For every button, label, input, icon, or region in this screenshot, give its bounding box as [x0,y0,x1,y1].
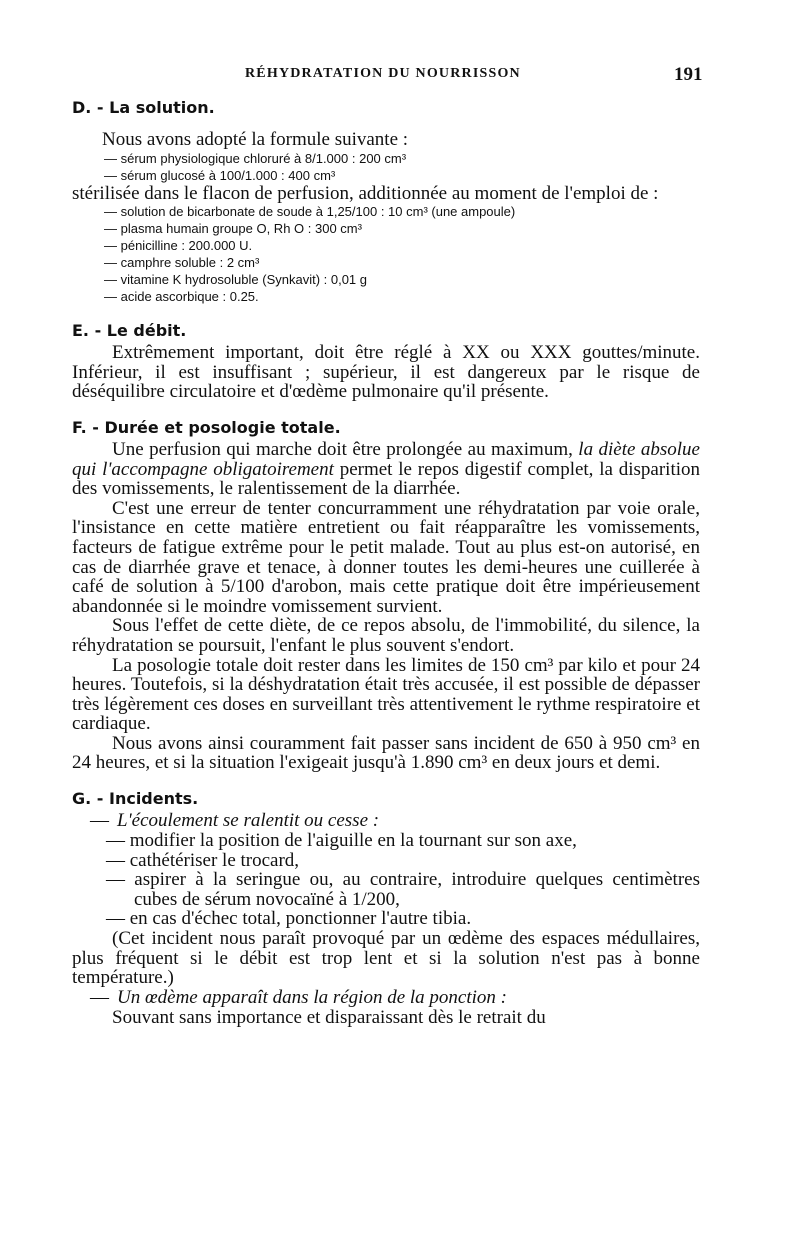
section-d-intro: Nous avons adopté la formule suivante : [102,129,409,150]
incident-action: — aspirer à la seringue ou, au contraire, introduire quelques centimètres cubes de sérum novocaïné à 1/200, [106,869,700,910]
section-g-heading: G. - Incidents. [72,789,199,809]
addition-item: — camphre soluble : 2 cm³ [104,255,260,271]
formula-item: — sérum physiologique chloruré à 8/1.000 : 200 cm³ [104,150,407,166]
addition-item: — vitamine K hydrosoluble (Synkavit) : 0,01 g [104,272,368,288]
formula-item: — sérum glucosé à 100/1.000 : 400 cm³ [104,167,336,183]
section-e-text: Extrêmement important, doit être réglé à XX ou XXX gouttes/minute. Inférieur, il est insuffisant ; supérieur, il est dangereux par le risque de déséquilibre circulatoire et d'œdème pulmonaire qu'il présente. [72,342,700,403]
section-f-paragraph-3: Sous l'effet de cette diète, de ce repos absolu, de l'immobilité, du silence, la réhydratation se poursuit, l'enfant le plus souvent s'endort. [72,615,700,656]
section-f-heading: F. - Durée et posologie totale. [72,417,341,437]
addition-item: — acide ascorbique : 0.25. [104,289,259,305]
incident-action: — cathétériser le trocard, [106,849,300,871]
running-header [0,64,800,88]
section-d-after: stérilisée dans le flacon de perfusion, additionnée au moment de l'emploi de : [72,182,659,204]
addition-item: — plasma humain groupe O, Rh O : 300 cm³ [104,221,362,237]
addition-item: — pénicilline : 200.000 U. [104,238,253,254]
section-f-paragraph-4: La posologie totale doit rester dans les limites de 150 cm³ par kilo et pour 24 heures. Toutefois, si la déshydratation était très accusée, il est possible de dépasser très légèrement ces doses en surveillant très attentivement le rythme respiratoire et cardiaque. [72,654,700,735]
section-e-heading: E. - Le débit. [72,321,187,341]
section-f-paragraph-2: C'est une erreur de tenter concurramment une réhydratation par voie orale, l'insistance en cette matière entretient ou fait réapparaître les vomissements, facteurs de fatigue extrême pour le petit malade. Tout au plus est-on autorisé, en cas de diarrhée grave et tenace, à donner toutes les demi-heures une cuillerée à café de solution à 5/100 d'arobon, mais cette pratique doit être impérieusement abandonnée si le moindre vomissement survient. [72,497,700,617]
p1-start: Une perfusion qui marche doit être prolongée au maximum, [112,438,579,460]
incident-action: — en cas d'échec total, ponctionner l'autre tibia. [106,908,472,930]
section-f-paragraph-5: Nous avons ainsi couramment fait passer sans incident de 650 à 950 cm³ en 24 heures, et si la situation l'exigeait jusqu'à 1.890 cm³ en deux jours et demi. [72,732,700,774]
page-number: 191 [674,64,703,85]
section-f-paragraph-1 [72,440,700,499]
incident-subheading-1: — L'écoulement se ralentit ou cesse : [90,810,380,832]
addition-item: — solution de bicarbonate de soude à 1,25/100 : 10 cm³ (une ampoule) [104,204,516,220]
incident-subheading-2: — Un œdème apparaît dans la région de la ponction : [90,986,507,1008]
page-content [72,96,700,1027]
section-d-heading: D. - La solution. [72,98,215,117]
running-title: RÉHYDRATATION DU NOURRISSON [245,66,521,81]
incident-note: (Cet incident nous paraît provoqué par un œdème des espaces médullaires, plus fréquent si le débit est trop lent et si la solution n'est pas à bonne température.) [72,928,700,989]
last-line: Souvant sans importance et disparaissant dès le retrait du [112,1006,546,1028]
p1-italic: la diète absolue qui l'accompagne obligatoirement [72,438,700,480]
p1-end: permet le repos digestif complet, la disparition des vomissements, le ralentissement de la diarrhée. [72,458,701,500]
incident-action: — modifier la position de l'aiguille en la tournant sur son axe, [106,830,577,852]
